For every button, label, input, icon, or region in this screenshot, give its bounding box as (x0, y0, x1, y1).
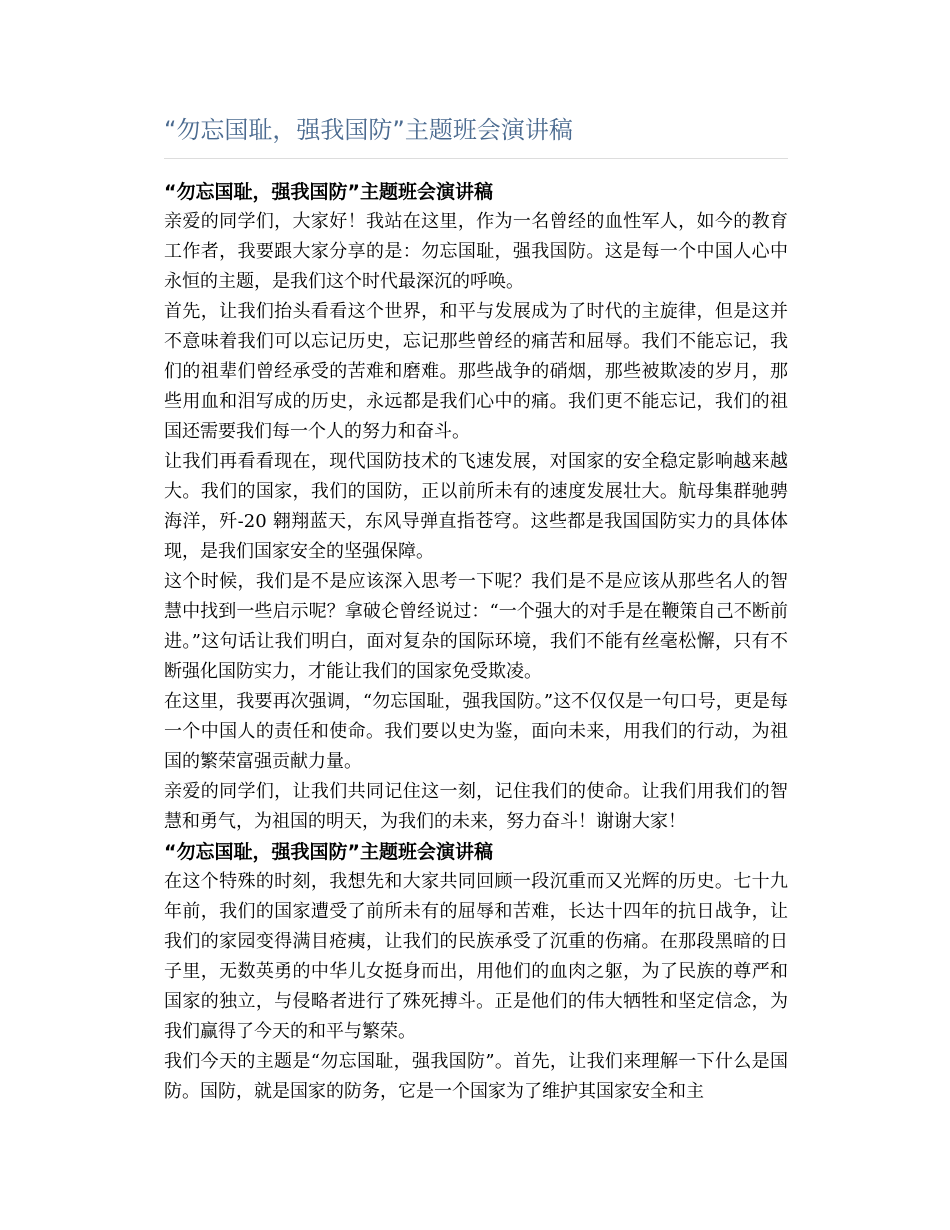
paragraph: 这个时候，我们是不是应该深入思考一下呢？我们是不是应该从那些名人的智慧中找到一些启示呢？拿破仑曾经说过：“一个强大的对手是在鞭策自己不断前进。”这句话让我们明白，面对复杂的国际环境，我们不能有丝毫松懈，只有不断强化国防实力，才能让我们的国家免受欺凌。 (164, 571, 788, 682)
document-page (164, 110, 788, 1107)
paragraph: 亲爱的同学们，让我们共同记住这一刻，记住我们的使命。让我们用我们的智慧和勇气，为祖国的明天，为我们的未来，努力奋斗！谢谢大家！ (164, 781, 788, 832)
paragraph: 首先，让我们抬头看看这个世界，和平与发展成为了时代的主旋律，但是这并不意味着我们可以忘记历史，忘记那些曾经的痛苦和屈辱。我们不能忘记，我们的祖辈们曾经承受的苦难和磨难。那些战争的硝烟，那些被欺凌的岁月，那些用血和泪写成的历史，永远都是我们心中的痛。我们更不能忘记，我们的祖国还需要我们每一个人的努力和奋斗。 (164, 301, 788, 442)
paragraph: 让我们再看看现在，现代国防技术的飞速发展，对国家的安全稳定影响越来越大。我们的国家，我们的国防，正以前所未有的速度发展壮大。航母集群驰骋海洋，歼-20 翱翔蓝天，东风导弹直指苍穹。这些都是我国国防实力的具体体现，是我们国家安全的坚强保障。 (164, 451, 788, 562)
paragraph: 我们今天的主题是“勿忘国耻，强我国防”。首先，让我们来理解一下什么是国防。国防，就是国家的防务，它是一个国家为了维护其国家安全和主 (164, 1051, 788, 1102)
paragraph: 在这里，我要再次强调，“勿忘国耻，强我国防。”这不仅仅是一句口号，更是每一个中国人的责任和使命。我们要以史为鉴，面向未来，用我们的行动，为祖国的繁荣富强贡献力量。 (164, 691, 788, 772)
section-2 (164, 837, 788, 1107)
paragraph: 亲爱的同学们，大家好！我站在这里，作为一名曾经的血性军人，如今的教育工作者，我要跟大家分享的是：勿忘国耻，强我国防。这是每一个中国人心中永恒的主题，是我们这个时代最深沉的呼唤。 (164, 211, 788, 292)
paragraph: 在这个特殊的时刻，我想先和大家共同回顾一段沉重而又光辉的历史。七十九年前，我们的国家遭受了前所未有的屈辱和苦难，长达十四年的抗日战争，让我们的家园变得满目疮痍，让我们的民族承受了沉重的伤痛。在那段黑暗的日子里，无数英勇的中华儿女挺身而出，用他们的血肉之躯，为了民族的尊严和国家的独立，与侵略者进行了殊死搏斗。正是他们的伟大牺牲和坚定信念，为我们赢得了今天的和平与繁荣。 (164, 871, 788, 1042)
document-title: “勿忘国耻，强我国防”主题班会演讲稿 (164, 110, 788, 159)
section-heading: “勿忘国耻，强我国防”主题班会演讲稿 (164, 181, 493, 203)
section-1 (164, 177, 788, 837)
section-heading: “勿忘国耻，强我国防”主题班会演讲稿 (164, 841, 493, 863)
